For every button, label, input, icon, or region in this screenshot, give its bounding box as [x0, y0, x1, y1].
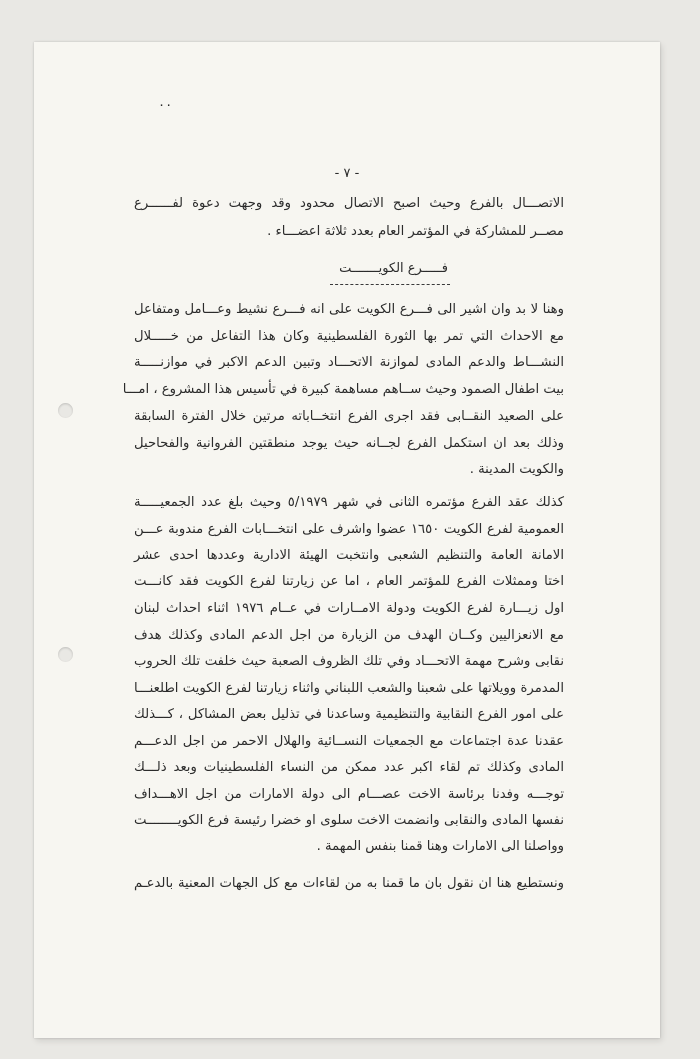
stray-mark: ٠٠: [158, 98, 173, 113]
paragraph-line: مع الانعزاليين وكــان الهدف من الزيارة من اجل الدعم المادى وكذلك هدف: [134, 628, 564, 643]
paragraph-line: الامانة العامة والتنظيم الشعبى وانتخبت الهيئة الادارية وعددها احدى عشر: [134, 548, 564, 563]
paragraph-line: على الصعيد النقــابى فقد اجرى الفرع انتخــاباته مرتين خلال الفترة السابقة: [134, 409, 564, 424]
paragraph-line: توجـــه وفدنا برئاسة الاخت عصـــام الى دولة الامارات من اجل الاهـــداف: [134, 787, 564, 802]
paragraph-line: كذلك عقد الفرع مؤتمره الثانى في شهر ٥/١٩٧٩ وحيث بلغ عدد الجمعيـــــة: [134, 495, 564, 510]
intro-line: مصــر للمشاركة في المؤتمر العام بعدد ثلاثة اعضـــاء .: [267, 224, 564, 239]
paragraph-line: نقابى وشرح مهمة الاتحـــاد وفي تلك الظروف الصعبة حيث خلفت تلك الحروب: [134, 654, 564, 669]
page-number: - ٧ -: [334, 166, 360, 181]
paragraph-line: النشـــاط والدعم المادى لموازنة الاتحـــاد وتبين الدعم الاكبر في موازنـــــة: [134, 355, 564, 370]
intro-line: الاتصـــال بالفرع وحيث اصبح الاتصال محدود وقد وجهت دعوة لفــــــرع: [134, 196, 564, 211]
document-page: [34, 42, 660, 1038]
paragraph-line: نفسها المادى والنقابى وانضمت الاخت سلوى او خضرا رئيسة فرع الكويــــــــت: [134, 813, 564, 828]
paragraph-line: عقدنا عدة اجتماعات مع الجمعيات النســائية والهلال الاحمر من اجل الدعـــم: [134, 734, 564, 749]
punch-hole: [58, 403, 73, 418]
paragraph-line: اختا وممثلات الفرع للمؤتمر العام ، اما عن زيارتنا لفرع الكويت فقد كانـــت: [134, 574, 564, 589]
section-heading-kuwait: فـــــرع الكويـــــــت: [339, 261, 448, 276]
punch-hole: [58, 647, 73, 662]
paragraph-line: وهنا لا بد وان اشير الى فـــرع الكويت على انه فـــرع نشيط وعـــامل ومتفاعل: [134, 302, 564, 317]
paragraph-line: وذلك بعد ان استكمل الفرع لجــانه حيث يوجد منطقتين الفروانية والفحاحيل: [134, 436, 564, 451]
paragraph-line: وواصلنا الى الامارات وهنا قمنا بنفس المهمة .: [316, 839, 564, 854]
paragraph-line: مع الاحداث التي تمر بها الثورة الفلسطينية وكان هذا التفاعل من خـــــلال: [134, 329, 564, 344]
paragraph-line: اول زيـــارة لفرع الكويت ودولة الامــارات في عــام ١٩٧٦ اثناء احداث لبنان: [134, 601, 564, 616]
paragraph-line: والكويت المدينة .: [469, 462, 564, 477]
paragraph-line: بيت اطفال الصمود وحيث ســاهم مساهمة كبيرة في تأسيس هذا المشروع ، امـــا: [122, 382, 564, 397]
paragraph-line: العمومية لفرع الكويت ١٦٥٠ عضوا واشرف على انتخـــابات الفرع مندوبة عـــن: [134, 522, 564, 537]
paragraph-line: المادى وكذلك تم لقاء اكبر عدد ممكن من النساء الفلسطينيات وبعد ذلـــك: [134, 760, 564, 775]
paragraph-line: المدمرة وويلاتها على شعبنا والشعب اللبناني واثناء زيارتنا لفرع الكويت اطلعنـــا: [134, 681, 564, 696]
heading-underline: [330, 284, 450, 285]
paragraph-line: على امور الفرع النقابية والتنظيمية وساعدنا في تذليل بعض المشاكل ، كـــذلك: [134, 707, 564, 722]
closing-line: ونستطيع هنا ان نقول بان ما قمنا به من لقاءات مع كل الجهات المعنية بالدعـم: [134, 876, 564, 891]
